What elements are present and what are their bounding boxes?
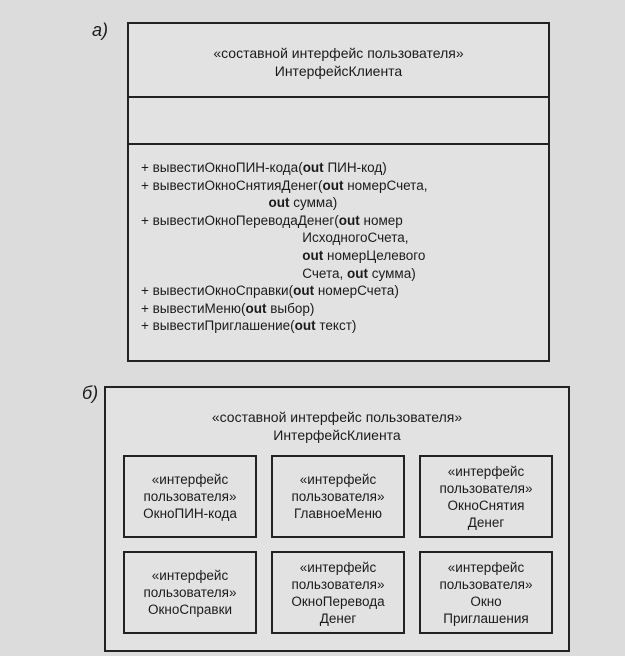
operation-line: + вывестиОкноСправки(out номерСчета) xyxy=(141,283,399,299)
component-text: ОкноПИН-кода xyxy=(143,506,237,521)
class-header xyxy=(129,44,548,80)
component-box xyxy=(271,455,405,538)
component-text: Денег xyxy=(319,610,357,626)
component-text: пользователя» xyxy=(439,480,533,496)
component-text: ГлавноеМеню xyxy=(293,506,383,521)
operation-line: Счета, out сумма) xyxy=(302,265,416,281)
component-text: Окно xyxy=(470,593,502,609)
component-text: Денег xyxy=(467,514,505,530)
operation-line: + вывестиОкноПИН-кода(out ПИН-код) xyxy=(141,160,387,175)
operation-line: + вывестиПриглашение(out текст) xyxy=(141,318,357,334)
operation-line: out сумма) xyxy=(268,195,338,211)
component-text: «интерфейс xyxy=(447,559,525,575)
composite-header xyxy=(106,408,568,444)
diagram-a-label: а) xyxy=(92,20,109,40)
component-box xyxy=(123,551,257,634)
component-text: пользователя» xyxy=(291,489,385,504)
component-text: «интерфейс xyxy=(151,568,229,583)
component-text: Приглашения xyxy=(443,610,529,626)
operation-line: + вывестиМеню(out выбор) xyxy=(141,300,315,316)
operations-compartment xyxy=(129,143,548,360)
component-text: пользователя» xyxy=(143,585,237,600)
component-text: ОкноСнятия xyxy=(447,497,525,513)
component-text: «интерфейс xyxy=(151,472,229,487)
attributes-compartment xyxy=(129,96,548,143)
component-text: пользователя» xyxy=(291,576,385,592)
operation-line: + вывестиОкноСнятияДенег(out номерСчета, xyxy=(141,177,428,193)
component-box xyxy=(419,551,553,634)
component-text: пользователя» xyxy=(143,489,237,504)
component-box xyxy=(419,455,553,538)
composite-name: ИнтерфейсКлиента xyxy=(273,427,401,443)
operations-list xyxy=(141,159,427,335)
component-box xyxy=(123,455,257,538)
composite-box-b xyxy=(104,386,570,652)
class-box-a xyxy=(127,22,550,362)
operation-line: + вывестиОкноПереводаДенег(out номер xyxy=(141,212,403,228)
component-text: пользователя» xyxy=(439,576,533,592)
operation-line: ИсходногоСчета, xyxy=(302,230,409,246)
component-text: ОкноПеревода xyxy=(291,593,385,609)
stereotype: «составной интерфейс пользователя» xyxy=(213,45,464,61)
component-text: «интерфейс xyxy=(299,559,377,575)
operation-line: out номерЦелевого xyxy=(302,247,426,263)
component-text: «интерфейс xyxy=(299,472,377,487)
component-box xyxy=(271,551,405,634)
component-text: «интерфейс xyxy=(447,463,525,479)
diagram-b-label: б) xyxy=(82,383,99,403)
stereotype: «составной интерфейс пользователя» xyxy=(211,409,463,425)
class-name: ИнтерфейсКлиента xyxy=(274,63,403,79)
component-text: ОкноСправки xyxy=(147,602,233,617)
